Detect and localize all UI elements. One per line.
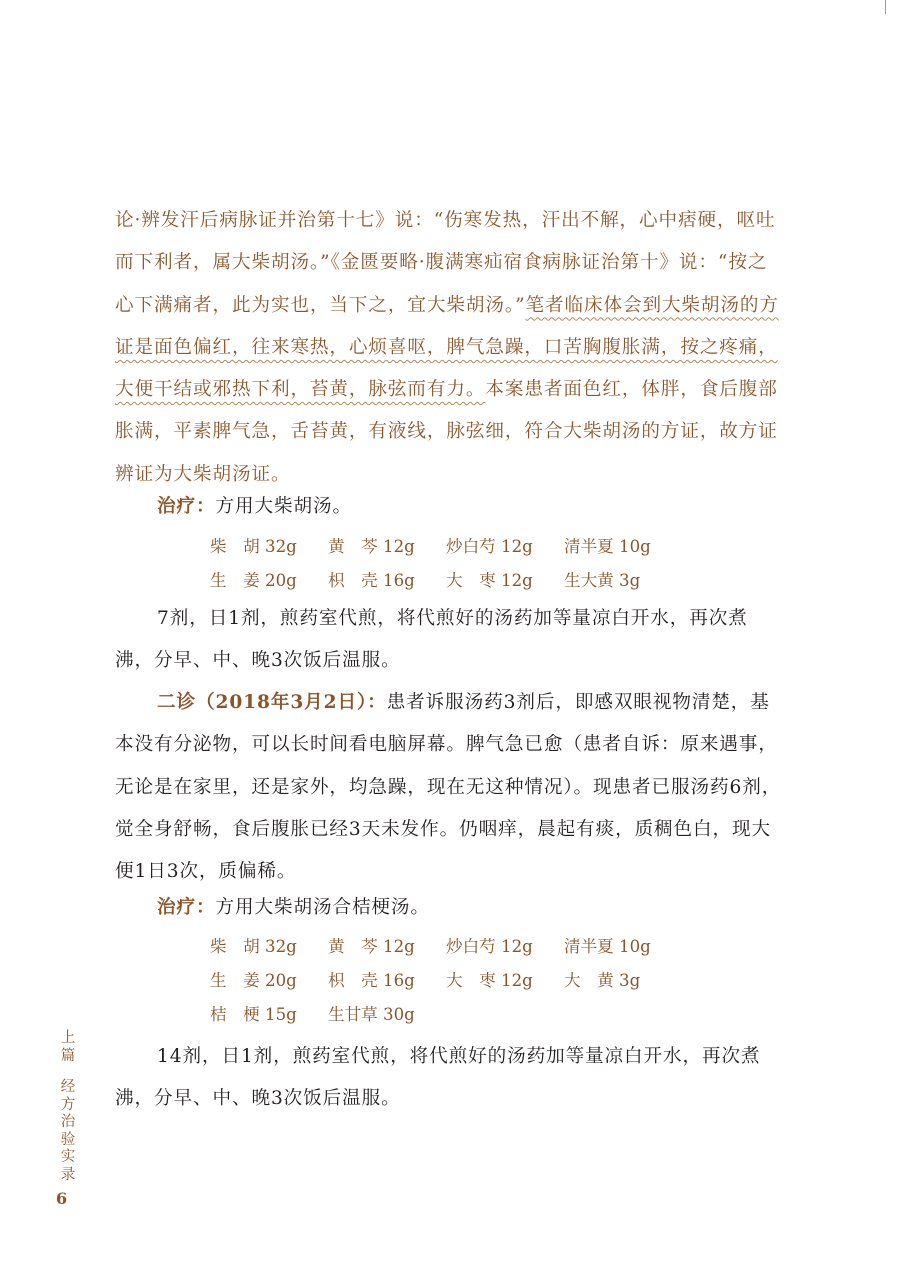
page-number: 6 [56, 1189, 68, 1208]
second-visit-paragraph [115, 682, 782, 893]
herb-item: 枳 壳 16g [328, 971, 415, 990]
underlined-author-note: 笔者临床体会到大柴胡汤的方证是面色偏红，往来寒热，心烦喜呕，脾气急躁，口苦胸腹胀满，按之疼痛，大便干结或邪热下利，苔黄，脉弦而有力。 [115, 294, 779, 401]
treatment-2-label: 治疗： [157, 897, 216, 918]
section-title: 经 方 治 验 实 录 [60, 1079, 76, 1183]
dosage-1-paragraph: 7剂，日1剂，煎药室代煎，将代煎好的汤药加等量凉白开水，再次煮沸，分早、中、晚3次饭后温服。 [115, 608, 748, 672]
herb-row [210, 564, 770, 598]
paragraph-fangzheng-analysis [115, 200, 782, 496]
herb-item: 黄 芩 12g [328, 537, 415, 556]
running-section-title [59, 1030, 77, 1184]
herb-item: 生甘草 30g [328, 1005, 415, 1024]
part-title: 上 篇 [60, 1030, 76, 1064]
herb-item: 生大黄 3g [564, 571, 641, 590]
classic-quote-text: 论·辨发汗后病脉证并治第十七》说：“伤寒发热，汗出不解，心中痞硬，呕吐而下利者，属大柴胡汤。”《金匮要略·腹满寒疝宿食病脉证治第十》说：“按之心下满痛者，此为实也，当下之，宜大柴胡汤。” [115, 210, 776, 316]
treatment-2-text: 方用大柴胡汤合桔梗汤。 [215, 897, 430, 918]
herb-item: 生 姜 20g [210, 971, 297, 990]
crop-mark [885, 0, 886, 14]
herb-item: 柴 胡 32g [210, 937, 297, 956]
herb-item: 桔 梗 15g [210, 1005, 297, 1024]
herb-item: 清半夏 10g [564, 937, 651, 956]
herb-row [210, 930, 770, 964]
herb-row [210, 530, 770, 564]
herb-item: 大 枣 12g [446, 971, 533, 990]
herb-item: 清半夏 10g [564, 537, 651, 556]
treatment-1-label: 治疗： [157, 496, 216, 517]
second-visit-label: 二诊（2018年3月2日）： [157, 692, 387, 713]
herb-item: 生 姜 20g [210, 571, 297, 590]
prescription-1 [210, 530, 770, 598]
herb-item: 炒白芍 12g [446, 937, 533, 956]
herb-row [210, 964, 770, 998]
herb-item: 枳 壳 16g [328, 571, 415, 590]
herb-item: 大 枣 12g [446, 571, 533, 590]
treatment-1-line [115, 486, 782, 528]
dosage-2-paragraph: 14剂，日1剂，煎药室代煎，将代煎好的汤药加等量凉白开水，再次煮沸，分早、中、晚3次饭后温服。 [115, 1046, 761, 1110]
herb-item: 柴 胡 32g [210, 537, 297, 556]
prescription-2 [210, 930, 770, 1032]
herb-item: 大 黄 3g [564, 971, 641, 990]
second-visit-text: 患者诉服汤药3剂后，即感双眼视物清楚，基本没有分泌物，可以长时间看电脑屏幕。脾气急已愈（患者自诉：原来遇事，无论是在家里，还是家外，均急躁，现在无这种情况）。现患者已服汤药6剂，觉全身舒畅，食后腹胀已经3天未发作。仍咽痒，晨起有痰，质稠色白，现大便1日3次，质偏稀。 [115, 692, 782, 883]
case-analysis-text: 本案患者面色红，体胖，食后腹部胀满，平素脾气急，舌苔黄，有液线，脉弦细，符合大柴胡汤的方证，故方证辨证为大柴胡汤证。 [115, 379, 778, 485]
herb-item: 炒白芍 12g [446, 537, 533, 556]
treatment-2-line [115, 887, 782, 929]
treatment-1-text: 方用大柴胡汤。 [215, 496, 352, 517]
herb-item: 黄 芩 12g [328, 937, 415, 956]
herb-row [210, 998, 770, 1032]
